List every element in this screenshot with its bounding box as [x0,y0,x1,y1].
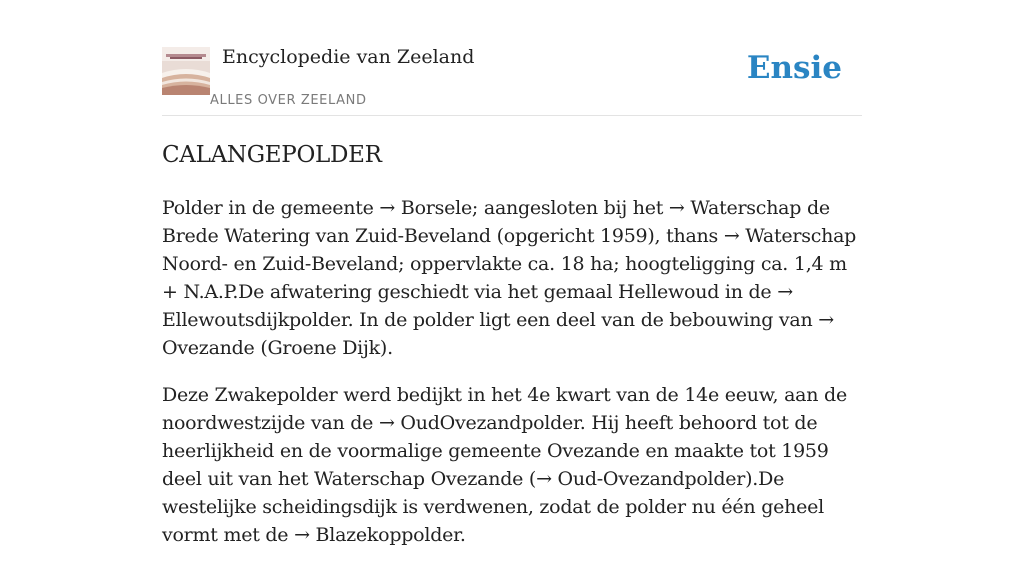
article [162,138,862,568]
ensie-logo-link[interactable]: Ensie [746,50,842,86]
site-title[interactable]: Encyclopedie van Zeeland [222,46,475,68]
article-paragraph: Deze Zwakepolder werd bedijkt in het 4e kwart van de 14e eeuw, aan de noordwestzijde van de → OudOvezandpolder. Hij heeft behoord tot de heerlijkheid en de voormalige gemeente Ovezande en maakte tot 1959 deel uit van het Waterschap Ovezande (→ Oud-Ovezandpolder).De westelijke scheidingsdijk is verdwenen, zodat de polder nu één geheel vormt met de → Blazekoppolder. [162,384,847,546]
site-subtitle: ALLES OVER ZEELAND [210,93,367,108]
page-title: CALANGEPOLDER [162,142,382,168]
site-header [162,40,862,116]
article-paragraph: Polder in de gemeente → Borsele; aangesloten bij het → Waterschap de Brede Watering van Zuid-Beveland (opgericht 1959), thans → Waterschap Noord- en Zuid-Beveland; oppervlakte ca. 18 ha; hoogteligging ca. 1,4 m + N.A.P.De afwatering geschiedt via het gemaal Hellewoud in de → Ellewoutsdijkpolder. In de polder ligt een deel van de bebouwing van → Ovezande (Groene Dijk). [162,197,857,359]
encyclopedia-book-icon[interactable] [162,47,210,95]
